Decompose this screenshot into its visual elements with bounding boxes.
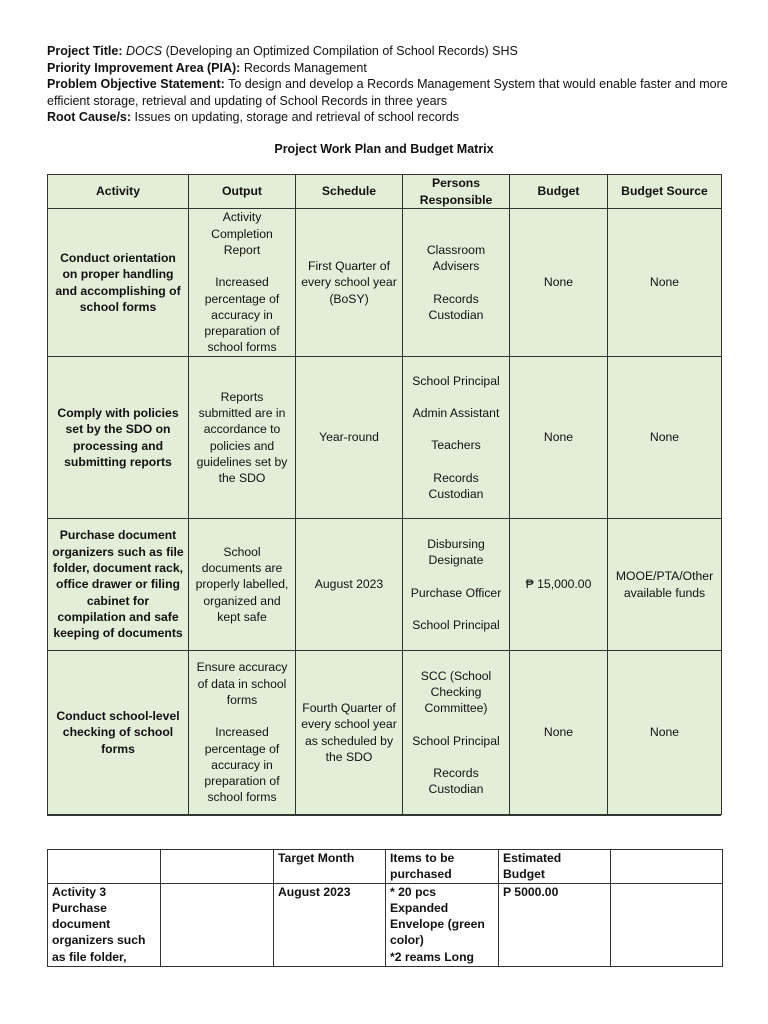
schedule-cell: August 2023 xyxy=(296,519,403,651)
root-cause-label: Root Cause/s: xyxy=(47,110,132,125)
items-entry: *2 reams Long xyxy=(390,949,474,964)
items-header-items: Items to be purchased xyxy=(386,850,499,884)
items-budget-cell: P 5000.00 xyxy=(499,883,611,966)
person-item: School Principal xyxy=(412,373,500,388)
project-header xyxy=(47,43,737,126)
output-item: Increased percentage of accuracy in preparation of school forms xyxy=(204,275,280,355)
items-header-blank xyxy=(48,850,161,884)
person-item: Classroom Advisers xyxy=(426,242,486,274)
budget-cell: ₱ 15,000.00 xyxy=(510,519,608,651)
col-output-header: Output xyxy=(189,175,296,209)
items-row xyxy=(48,883,723,966)
items-activity-desc: Purchase document organizers such as file folder, xyxy=(52,900,146,964)
output-cell: Reports submitted are in accordance to policies and guidelines set by the SDO xyxy=(189,357,296,519)
table-row xyxy=(48,651,722,815)
output-item: Ensure accuracy of data in school forms xyxy=(196,660,288,707)
person-item: Records Custodian xyxy=(428,291,484,322)
root-cause-value: Issues on updating, storage and retrieval of school records xyxy=(134,110,460,125)
table-row xyxy=(48,519,722,651)
person-item: Purchase Officer xyxy=(410,585,502,600)
budget-source-cell: None xyxy=(608,357,722,519)
col-budget-header: Budget xyxy=(510,175,608,209)
person-item: Disbursing Designate xyxy=(427,536,485,568)
project-title-label: Project Title: xyxy=(47,44,123,58)
items-header-blank xyxy=(611,850,723,884)
person-item: Records Custodian xyxy=(428,470,484,501)
person-item: School Principal xyxy=(412,617,500,632)
output-cell xyxy=(189,651,296,815)
activity-cell: Conduct school-level checking of school forms xyxy=(48,651,189,815)
items-list-cell xyxy=(386,883,499,966)
items-activity-cell xyxy=(48,883,161,966)
items-header-target-month: Target Month xyxy=(274,850,386,884)
project-title-text: (Developing an Optimized Compilation of School Records) SHS xyxy=(165,44,518,58)
pia-value: Records Management xyxy=(243,60,367,75)
items-header-estimated-budget: Estimated Budget xyxy=(499,850,611,884)
root-cause-line xyxy=(47,109,737,126)
problem-statement-line xyxy=(47,76,737,109)
items-activity-label: Activity 3 xyxy=(52,884,107,899)
problem-statement-label: Problem Objective Statement: xyxy=(47,77,225,92)
items-header-blank xyxy=(161,850,274,884)
col-activity-header: Activity xyxy=(48,175,189,209)
project-title-line xyxy=(47,43,737,60)
budget-source-cell: None xyxy=(608,651,722,815)
budget-source-cell: None xyxy=(608,209,722,357)
items-entry: * 20 pcs Expanded Envelope (green color) xyxy=(390,884,485,948)
schedule-cell: Year-round xyxy=(296,357,403,519)
table-row xyxy=(48,357,722,519)
person-item: Records Custodian xyxy=(428,765,484,797)
output-cell: School documents are properly labelled, organized and kept safe xyxy=(189,519,296,651)
persons-cell xyxy=(403,209,510,357)
purchase-items-table xyxy=(47,849,723,967)
col-persons-header: Persons Responsible xyxy=(403,175,510,209)
output-item: Increased percentage of accuracy in preparation of school forms xyxy=(204,725,280,805)
items-empty-cell xyxy=(611,883,723,966)
persons-cell xyxy=(403,519,510,651)
items-header-row xyxy=(48,850,723,884)
output-cell xyxy=(189,209,296,357)
matrix-title: Project Work Plan and Budget Matrix xyxy=(274,142,494,156)
activity-cell: Purchase document organizers such as file folder, document rack, office drawer or filing cabinet for compilation and safe keeping of documents xyxy=(48,519,189,651)
items-empty-cell xyxy=(161,883,274,966)
person-item: SCC (School Checking Committee) xyxy=(420,668,492,716)
budget-cell: None xyxy=(510,209,608,357)
persons-cell xyxy=(403,651,510,815)
person-item: School Principal xyxy=(412,733,500,748)
schedule-note: (BoSY) xyxy=(329,291,369,306)
pia-line xyxy=(47,60,737,77)
table-row xyxy=(48,209,722,357)
activity-cell: Conduct orientation on proper handling and accomplishing of school forms xyxy=(48,209,189,357)
budget-cell: None xyxy=(510,651,608,815)
person-item: Admin Assistant xyxy=(412,406,500,421)
output-item: Activity Completion Report xyxy=(211,210,273,257)
schedule-cell: Fourth Quarter of every school year as scheduled by the SDO xyxy=(296,651,403,815)
problem-statement-value: To design and develop a Records Management System that would enable faster and more efficient storage, retrieval and updating of School Records in three years xyxy=(47,77,728,108)
persons-cell xyxy=(403,357,510,519)
budget-cell: None xyxy=(510,357,608,519)
col-schedule-header: Schedule xyxy=(296,175,403,209)
table-header-row xyxy=(48,175,722,209)
pia-label: Priority Improvement Area (PIA): xyxy=(47,60,241,75)
budget-source-cell: MOOE/PTA/Other available funds xyxy=(608,519,722,651)
items-target-month-cell: August 2023 xyxy=(274,883,386,966)
person-item: Teachers xyxy=(431,438,481,453)
activity-cell: Comply with policies set by the SDO on processing and submitting reports xyxy=(48,357,189,519)
work-plan-table xyxy=(47,174,722,815)
project-title-acronym: DOCS xyxy=(125,44,163,58)
schedule-cell xyxy=(296,209,403,357)
table-bottom-rule xyxy=(47,815,721,816)
col-source-header: Budget Source xyxy=(608,175,722,209)
schedule-text: First Quarter of every school year xyxy=(301,259,397,290)
